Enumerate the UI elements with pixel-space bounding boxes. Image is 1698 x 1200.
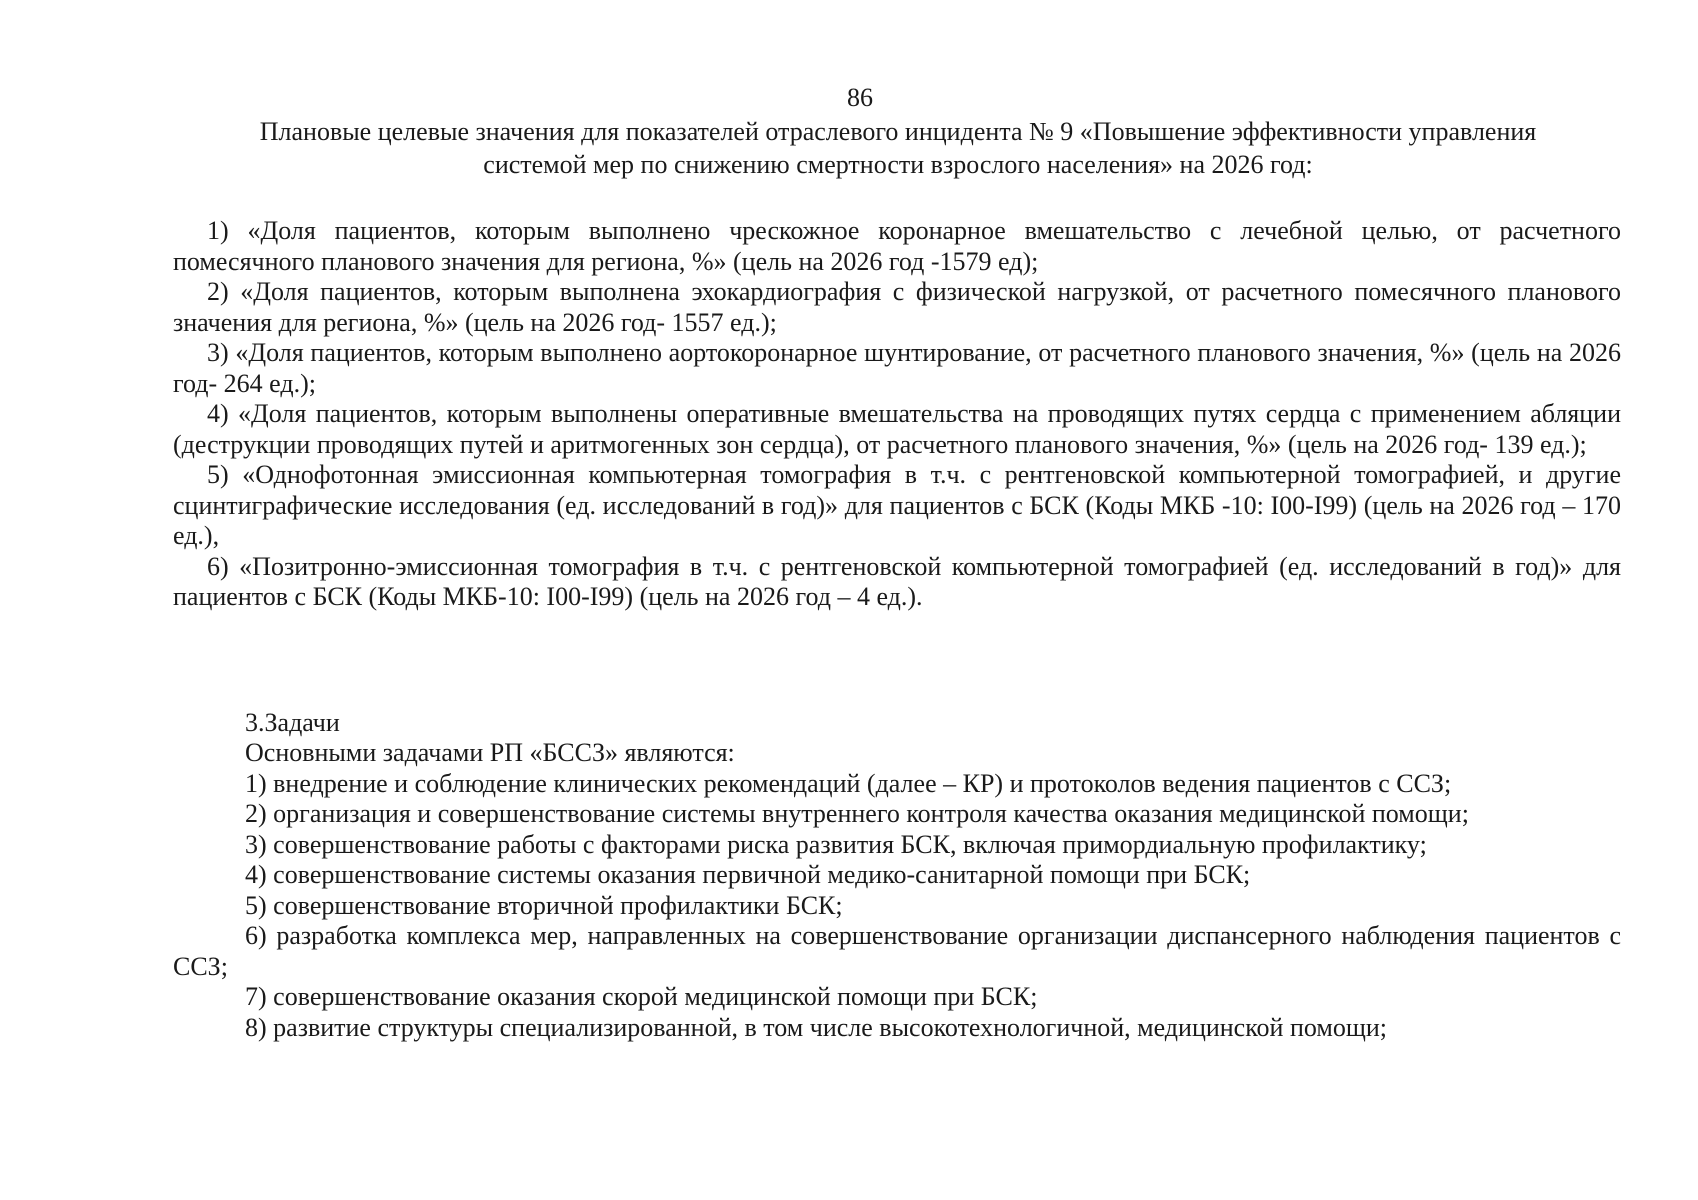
- tasks-intro: Основными задачами РП «БССЗ» являются:: [245, 738, 735, 767]
- target-item-1: 1) «Доля пациентов, которым выполнено чрескожное коронарное вмешательство с лечебной целью, от расчетного помесячного планового значения для региона, %» (цель на 2026 год -1579 ед);: [173, 216, 1621, 276]
- target-item-5: 5) «Однофотонная эмиссионная компьютерная томография в т.ч. с рентгеновской компьютерной томографией, и другие сцинтиграфические исследования (ед. исследований в год)» для пациентов с БСК (Коды МКБ -10: I00-I99) (цель на 2026 год – 170 ед.),: [173, 460, 1621, 550]
- task-item-1: 1) внедрение и соблюдение клинических рекомендаций (далее – КР) и протоколов ведения пациентов с ССЗ;: [245, 768, 1452, 798]
- tasks-list: [173, 738, 1621, 1043]
- page-number: 86: [847, 83, 873, 112]
- task-item-2: 2) организация и совершенствование системы внутреннего контроля качества оказания медицинской помощи;: [245, 799, 1469, 828]
- target-item-4: 4) «Доля пациентов, которым выполнены оперативные вмешательства на проводящих путях сердца с применением абляции (деструкции проводящих путей и аритмогенных зон сердца), от расчетного планового значения, %» (цель на 2026 год- 139 ед.);: [173, 399, 1621, 459]
- task-item-4: 4) совершенствование системы оказания первичной медико-санитарной помощи при БСК;: [245, 860, 1251, 889]
- section-heading: [173, 115, 1623, 181]
- task-item-3: 3) совершенствование работы с факторами риска развития БСК, включая примордиальную профилактику;: [245, 829, 1427, 859]
- task-item-7: 7) совершенствование оказания скорой медицинской помощи при БСК;: [245, 982, 1038, 1011]
- section-title-tasks: 3.Задачи: [245, 708, 340, 737]
- target-indicators-list: [173, 216, 1621, 613]
- target-item-6: 6) «Позитронно-эмиссионная томография в т.ч. с рентгеновской компьютерной томографией (ед. исследований в год)» для пациентов с БСК (Коды МКБ-10: I00-I99) (цель на 2026 год – 4 ед.).: [173, 551, 1621, 611]
- task-item-5: 5) совершенствование вторичной профилактики БСК;: [245, 890, 843, 920]
- target-item-3: 3) «Доля пациентов, которым выполнено аортокоронарное шунтирование, от расчетного планового значения, %» (цель на 2026 год- 264 ед.);: [173, 338, 1621, 398]
- task-item-6: 6) разработка комплекса мер, направленных на совершенствование организации диспансерного наблюдения пациентов с ССЗ;: [173, 921, 1621, 981]
- task-item-8: 8) развитие структуры специализированной, в том числе высокотехнологичной, медицинской помощи;: [245, 1012, 1387, 1042]
- target-item-2: 2) «Доля пациентов, которым выполнена эхокардиография с физической нагрузкой, от расчетного помесячного планового значения для региона, %» (цель на 2026 год- 1557 ед.);: [173, 277, 1621, 337]
- heading-line-1: Плановые целевые значения для показателей отраслевого инцидента № 9 «Повышение эффективности управления: [259, 117, 1537, 146]
- heading-line-2: системой мер по снижению смертности взрослого населения» на 2026 год:: [483, 150, 1313, 179]
